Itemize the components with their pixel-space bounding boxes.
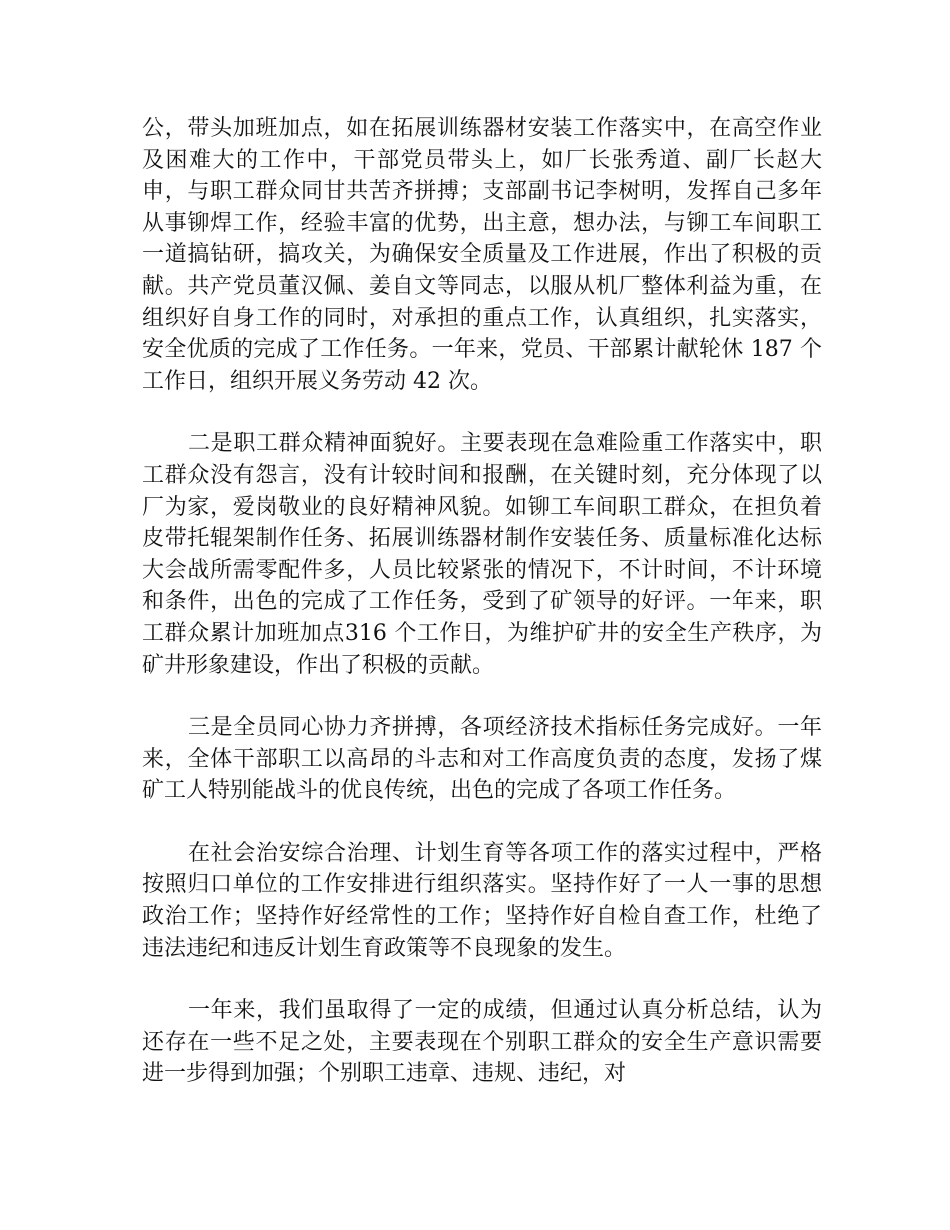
paragraph-5: 一年来，我们虽取得了一定的成绩，但通过认真分析总结，认为还存在一些不足之处，主要表现在个别职工群众的安全生产意识需要进一步得到加强；个别职工违章、违规、违纪，对 xyxy=(142,998,822,1087)
paragraph-4: 在社会治安综合治理、计划生育等各项工作的落实过程中，严格按照归口单位的工作安排进行组织落实。坚持作好了一人一事的思想政治工作；坚持作好经常性的工作；坚持作好自检自查工作，杜绝了违法违纪和违反计划生育政策等不良现象的发生。 xyxy=(142,840,822,961)
paragraph-1: 公，带头加班加点，如在拓展训练器材安装工作落实中，在高空作业及困难大的工作中，干部党员带头上，如厂长张秀道、副厂长赵大申，与职工群众同甘共苦齐拼搏；支部副书记李树明，发挥自己多年从事铆焊工作，经验丰富的优势，出主意，想办法，与铆工车间职工一道搞钻研，搞攻关，为确保安全质量及工作进展，作出了积极的贡献。共产党员董汉佩、姜自文等同志，以服从机厂整体利益为重，在组织好自身工作的同时，对承担的重点工作，认真组织，扎实落实，安全优质的完成了工作任务。一年来，党员、干部累计献轮休 187 个工作日，组织开展义务劳动 42 次。 xyxy=(142,116,822,394)
paragraph-3: 三是全员同心协力齐拼搏，各项经济技术指标任务完成好。一年来，全体干部职工以高昂的斗志和对工作高度负责的态度，发扬了煤矿工人特别能战斗的优良传统，出色的完成了各项工作任务。 xyxy=(142,715,822,804)
document-body xyxy=(142,113,822,1121)
paragraph-2: 二是职工群众精神面貌好。主要表现在急难险重工作落实中，职工群众没有怨言，没有计较时间和报酬，在关键时刻，充分体现了以厂为家，爱岗敬业的良好精神风貌。如铆工车间职工群众，在担负着皮带托辊架制作任务、拓展训练器材制作安装任务、质量标准化达标大会战所需零配件多，人员比较紧张的情况下，不计时间，不计环境和条件，出色的完成了工作任务，受到了矿领导的好评。一年来，职工群众累计加班加点316 个工作日，为维护矿井的安全生产秩序，为矿井形象建设，作出了积极的贡献。 xyxy=(142,431,822,678)
